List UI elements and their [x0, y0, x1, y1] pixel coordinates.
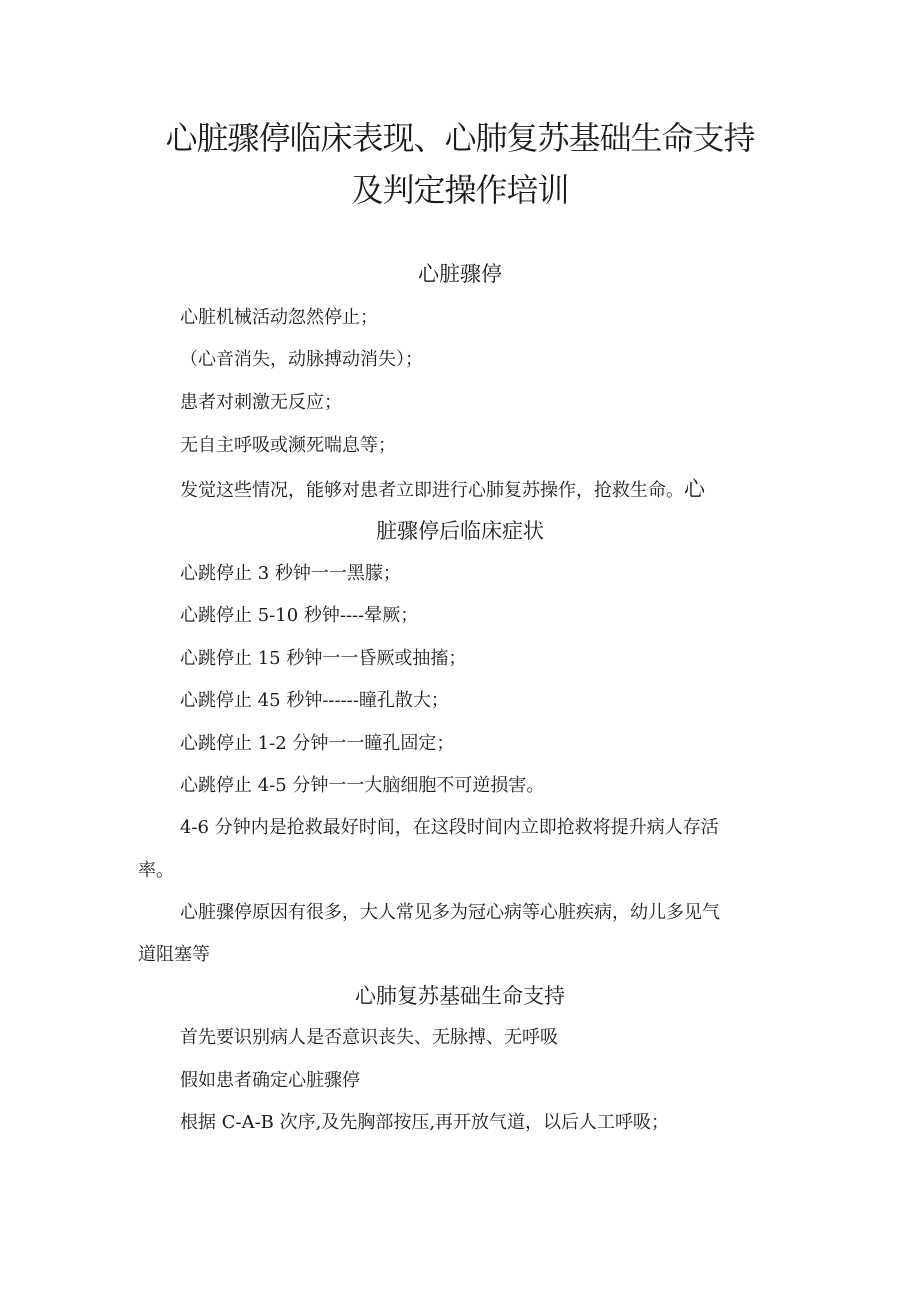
paragraph-line: 4-6 分钟内是抢救最好时间，在这段时间内立即抢救将提升病人存活	[180, 817, 719, 838]
paragraph-line: 道阻塞等	[138, 944, 210, 965]
paragraph-line: 首先要识别病人是否意识丧失、无脉搏、无呼吸	[180, 1027, 558, 1048]
section-heading-cardiac-arrest: 心脏骤停	[418, 262, 502, 286]
symptom-line: 心跳停止 15 秒钟一一昏厥或抽搐；	[180, 648, 467, 669]
document-title-line-1: 心脏骤停临床表现、心肺复苏基础生命支持	[165, 119, 755, 157]
heading-first-char: 心	[684, 477, 705, 501]
symptom-line: 心跳停止 45 秒钟------瞳孔散大；	[180, 690, 449, 711]
symptom-line: 心跳停止 4-5 分钟一一大脑细胞不可逆损害。	[180, 775, 545, 796]
paragraph-line: 根据 C-A-B 次序,及先胸部按压,再开放气道，以后人工呼吸；	[180, 1112, 670, 1133]
document-title-line-2: 及判定操作培训	[351, 171, 569, 209]
paragraph-text: 发觉这些情况，能够对患者立即进行心肺复苏操作，抢救生命。	[180, 480, 684, 501]
paragraph-line-with-trailing	[180, 476, 705, 504]
paragraph-line: 心脏机械活动忽然停止；	[180, 307, 378, 328]
symptom-line: 心跳停止 5-10 秒钟----晕厥；	[180, 605, 419, 626]
section-heading-symptoms: 脏骤停后临床症状	[376, 519, 544, 543]
paragraph-line: 率。	[138, 860, 174, 881]
section-heading-cpr: 心肺复苏基础生命支持	[355, 984, 565, 1008]
paragraph-line: 假如患者确定心脏骤停	[180, 1070, 360, 1091]
symptom-line: 心跳停止 3 秒钟一一黑朦；	[180, 563, 401, 584]
symptom-line: 心跳停止 1-2 分钟一一瞳孔固定；	[180, 733, 455, 754]
paragraph-line: 患者对刺激无反应；	[180, 392, 342, 413]
paragraph-line: （心音消失，动脉搏动消失）；	[180, 349, 423, 370]
paragraph-line: 心脏骤停原因有很多，大人常见多为冠心病等心脏疾病，幼儿多见气	[180, 902, 720, 923]
paragraph-line: 无自主呼吸或濒死喘息等；	[180, 435, 396, 456]
